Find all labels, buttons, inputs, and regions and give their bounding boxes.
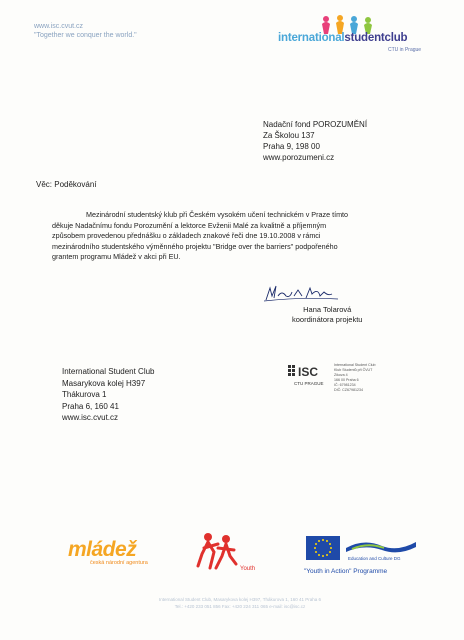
youth-logo [196,530,256,578]
letter-body [52,210,354,263]
recipient-address [263,119,367,163]
recipient-web[interactable]: www.porozumeni.cz [263,153,335,162]
sender-line: Masarykova kolej H397 [62,378,146,388]
isc-dots-icon [288,363,328,389]
stamp-line: International Student Club [334,363,376,367]
stamp-line: 166 00 Praha 6 [334,378,359,382]
youth-label: Youth [240,566,256,572]
ec-wave-icon [346,538,416,554]
isc-logo [272,14,432,58]
stamp-line: DIČ: CZ67981234 [334,388,363,392]
eu-flag-icon [306,536,340,560]
stamp-logo [288,363,328,389]
logo-subtitle: CTU in Prague [388,47,422,53]
signatory-role: koordinátora projektu [292,315,363,324]
header-contact [34,22,137,40]
stamp-line: IČ: 67981234 [334,383,356,387]
recipient-line: Praha 9, 198 00 [263,142,320,151]
sponsor-logos [0,530,464,590]
body-line: mezinárodního studentského výměnného projektu "Bridge over the barriers" podpořeného [52,241,338,251]
stamp-line: Klub Studentů při ČVUT [334,368,373,372]
footer-contact-line: Tel.: +420 233 051 856 Fax: +420 224 311 065 e-mail: isc@isc.cz [174,604,306,609]
recipient-line: Nadační fond POROZUMĚNÍ [263,120,368,129]
body-line: způsobem provedenou přednášku o základech znakové řeči dne 19.10.2008 v rámci [52,231,321,241]
logo-text: internationalstudentclub [278,32,408,44]
signatory [292,305,362,325]
mladez-logo [68,538,148,566]
sender-line: Thákurova 1 [62,390,107,399]
slogan: "Together we conquer the world." [34,32,137,39]
sender-web[interactable]: www.isc.cvut.cz [62,413,119,422]
footer-address [100,596,380,610]
website-link[interactable]: www.isc.cvut.cz [34,23,84,30]
sender-line: Praha 6, 160 41 [62,401,119,411]
sender-address [62,366,155,424]
dancing-figures-icon [196,530,240,574]
letter-subject: Věc: Poděkování [36,180,97,189]
official-stamp [288,363,380,403]
body-line: Mezinárodní studentský klub při Českém vysokém učení technickém v Praze tímto [86,210,349,219]
stamp-line: Zikova 4 [334,373,348,377]
footer-address-line: International Student Club, Masarykova kolej H397, Thákurova 1, 160 41 Praha 6 [158,597,321,602]
stamp-text [334,363,376,393]
mladez-wordmark: mládež [68,538,137,561]
stamp-logo-text: ISC [298,365,319,379]
youth-in-action-label: "Youth in Action" Programme [304,568,388,575]
body-line: grantem programu Mládež v akci při EU. [52,252,181,262]
mladez-subtitle: česká národní agentura [90,560,148,566]
signatory-name: Hana Tolarová [303,305,352,314]
eu-dg-label: Education and Culture DG [348,556,401,561]
body-line: děkuje Nadačnímu fondu Porozumění a lektorce Evženii Malé za kvalitně a příjemným [52,220,327,230]
recipient-line: Za Školou 137 [263,131,315,140]
handwritten-signature [262,282,342,306]
sender-line: International Student Club [62,367,155,376]
stamp-logo-sub: CTU PRAGUE [294,381,324,386]
